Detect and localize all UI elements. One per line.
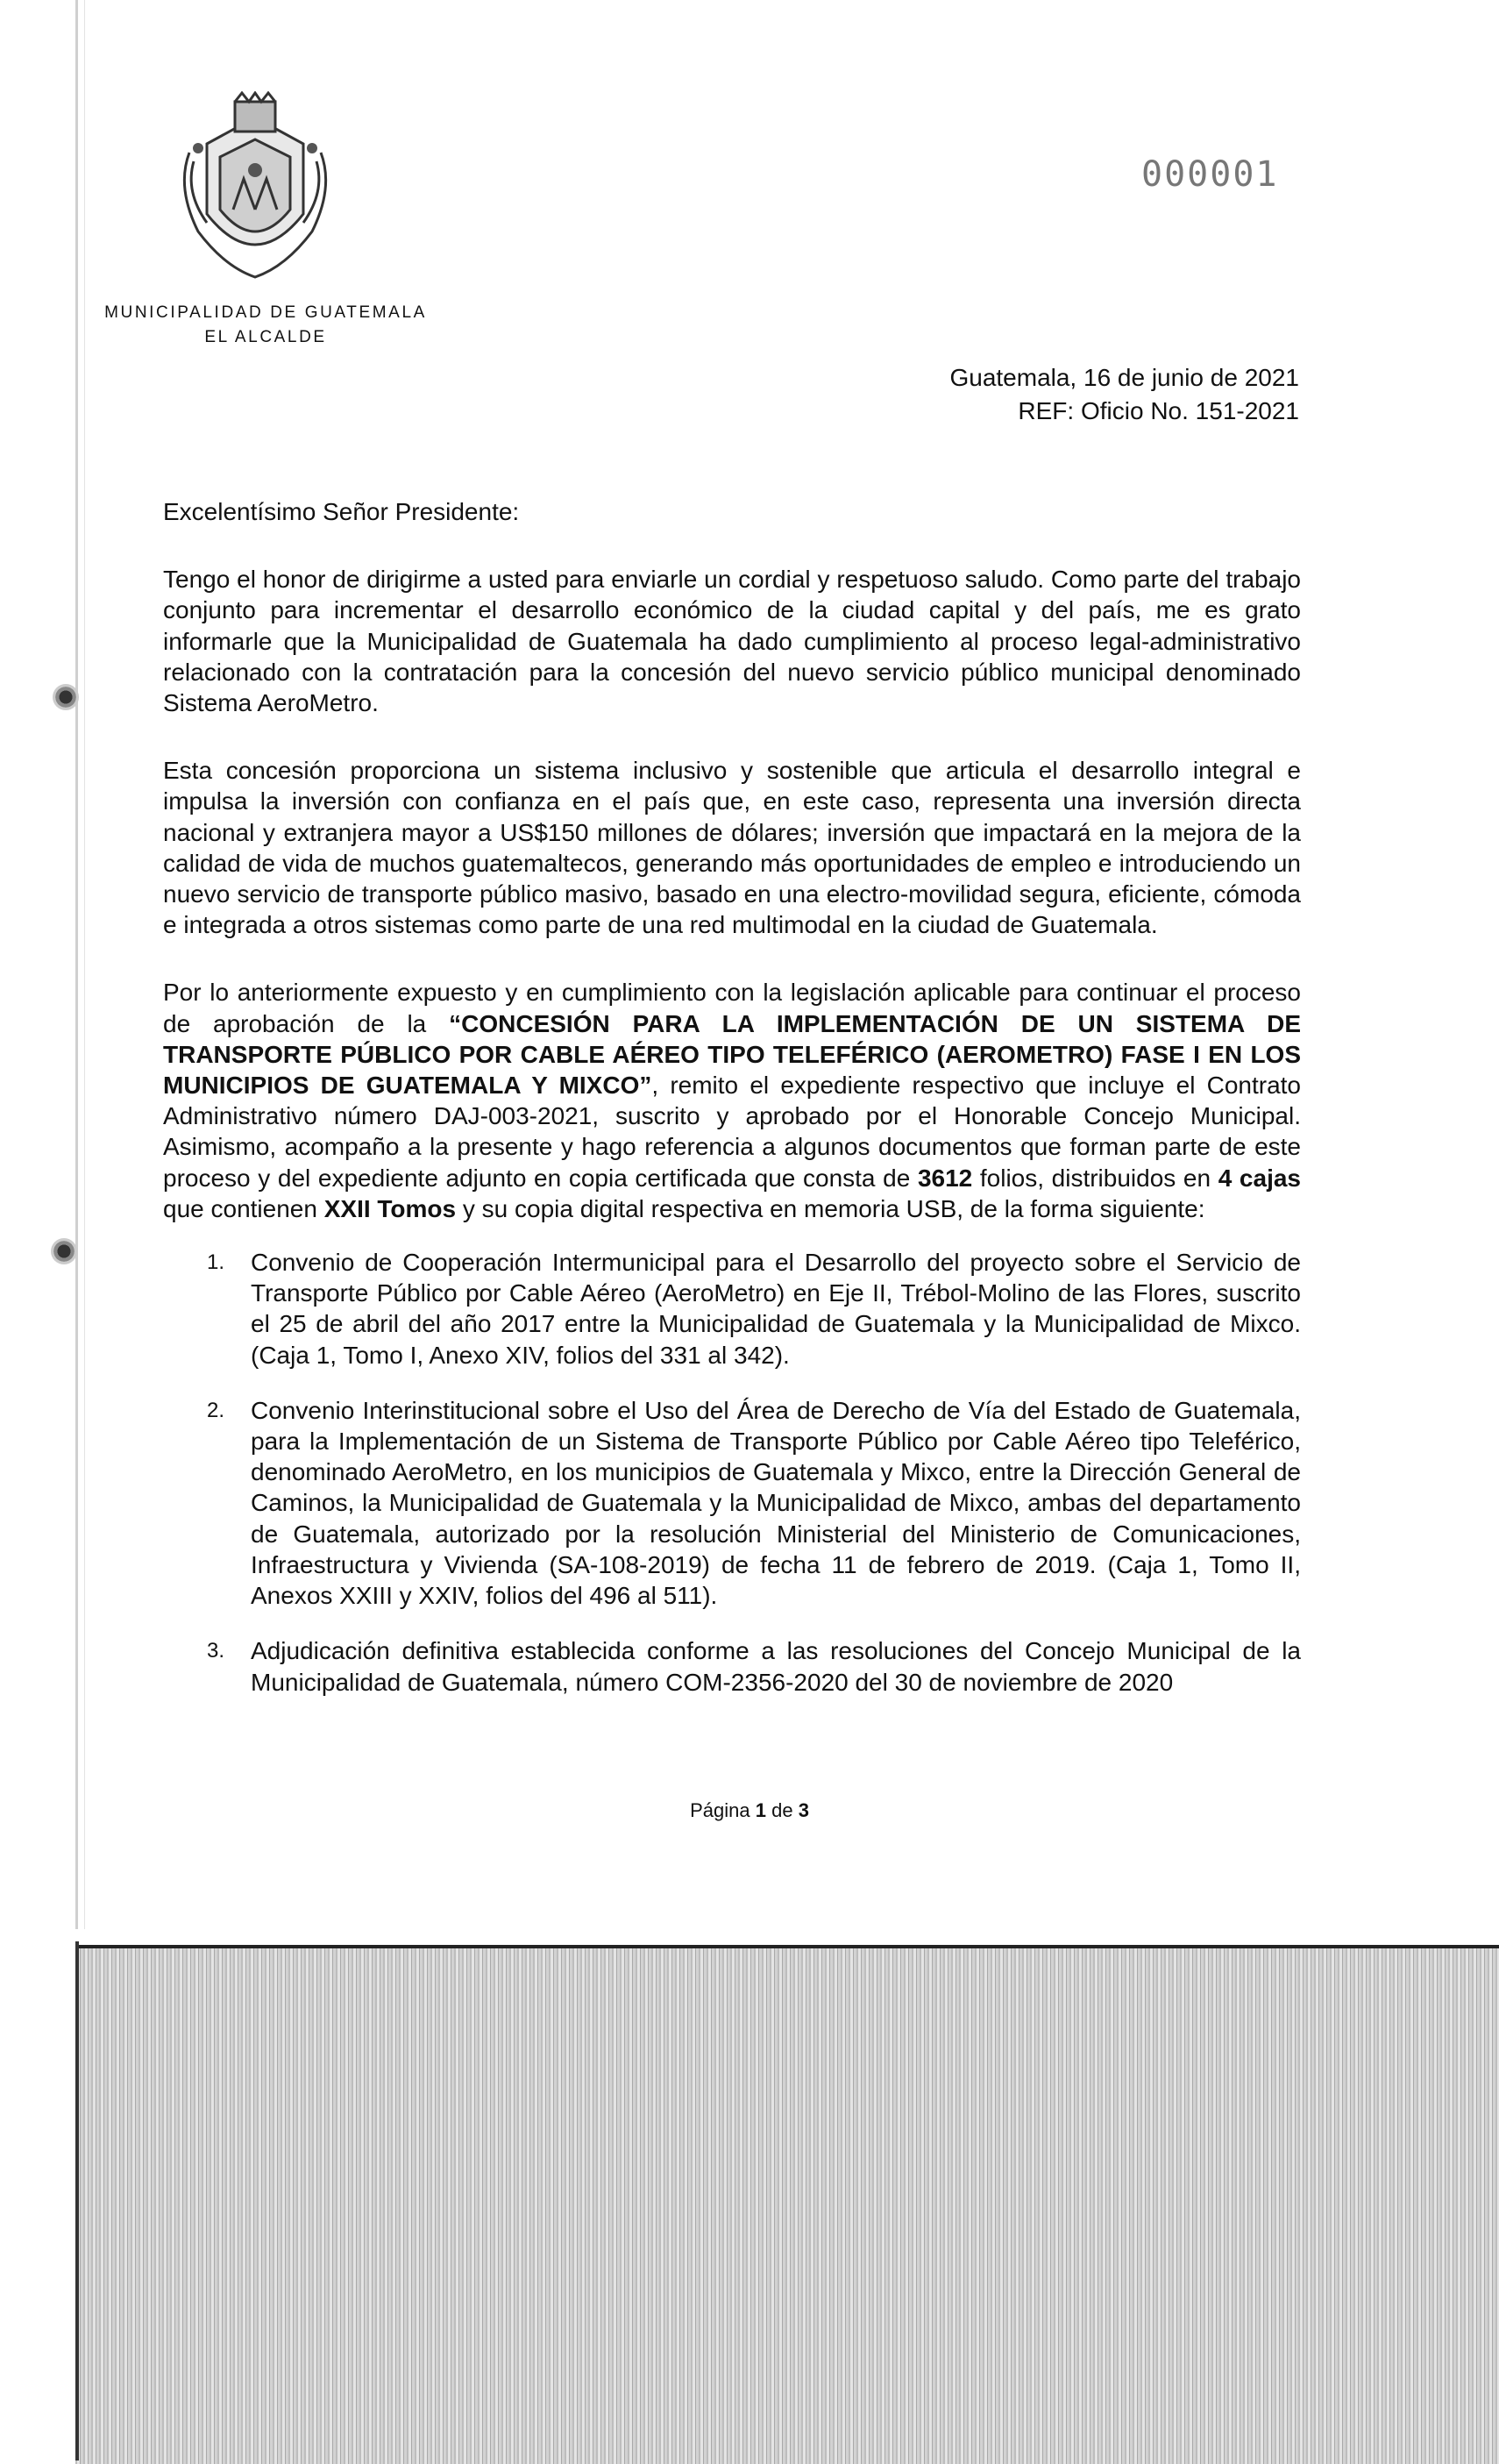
binding-margin-line-inner bbox=[84, 0, 85, 1929]
list-item-number: 2. bbox=[207, 1398, 225, 1422]
page-label: Página bbox=[690, 1799, 750, 1821]
p3-text-2: , remito el expediente respectivo que incluye el Contrato Administrativo número DAJ-003-2021, suscrito y aprobado por el Honorable Concejo Municipal. Asimismo, acompaño a la presente y hago referencia a algunos documentos que forman parte de este proceso y del expediente adjunto en copia certificada que consta de bbox=[163, 1072, 1302, 1192]
folio-stamp-number: 000001 bbox=[1141, 154, 1279, 195]
organization-name: MUNICIPALIDAD DE GUATEMALA bbox=[104, 303, 427, 322]
p3-bold-box-count: 4 cajas bbox=[1218, 1164, 1301, 1192]
p3-text-3: folios, distribuidos en bbox=[972, 1164, 1218, 1192]
reference-number: REF: Oficio No. 151-2021 bbox=[1018, 397, 1299, 424]
p3-text-4: que contienen bbox=[163, 1194, 324, 1222]
page-of: de bbox=[771, 1799, 793, 1821]
list-item-number: 1. bbox=[207, 1250, 225, 1275]
p3-text-1: Por lo anteriormente expuesto y en cumplimiento con la legislación aplicable para continuar el proceso de aprobación de la bbox=[163, 979, 1301, 1037]
paragraph-2: Esta concesión proporciona un sistema inclusivo y sostenible que articula el desarrollo integral e impulsa la inversión con confianza en el país que, en este caso, representa una inversión directa nacional y extranjera mayor a US$150 millones de dólares; inversión que impactará en la mejora de la calidad de vida de muchos guatemaltecos, generando más oportunidades de empleo e introduciendo un nuevo servicio de transporte público masivo, basado en una electro-movilidad segura, eficiente, cómoda e integrada a otros sistemas como parte de una red multimodal en la ciudad de Guatemala. bbox=[163, 757, 1301, 939]
p3-bold-project-title: “CONCESIÓN PARA LA IMPLEMENTACIÓN DE UN SISTEMA DE TRANSPORTE PÚBLICO POR CABLE AÉREO TIPO TELEFÉRICO (AEROMETRO) FASE I EN LOS MUNICIPIOS DE GUATEMALA Y MIXCO” bbox=[163, 1009, 1301, 1100]
page-footer bbox=[0, 1799, 1499, 1822]
coat-of-arms-seal-icon bbox=[172, 91, 338, 284]
p3-bold-folio-count: 3612 bbox=[917, 1164, 973, 1192]
letterhead bbox=[90, 301, 441, 350]
scan-artifact-edge bbox=[75, 1941, 79, 2460]
list-item-text: Convenio Interinstitucional sobre el Uso del Área de Derecho de Vía del Estado de Guatemala, para la Implementación de un Sistema de Transporte Público por Cable Aéreo tipo Teleférico, denominado AeroMetro, en los municipios de Guatemala y Mixco, entre la Dirección General de Caminos, la Municipalidad de Guatemala y la Municipalidad de Mixco, ambas del departamento de Guatemala, autorizado por la resolución Ministerial del Ministerio de Comunicaciones, Infraestructura y Vivienda (SA-108-2019) de fecha 11 de febrero de 2019. (Caja 1, Tomo II, Anexos XXIII y XXIV, folios del 496 al 511). bbox=[251, 1396, 1301, 1610]
date-reference-block bbox=[949, 361, 1299, 428]
salutation: Excelentísimo Señor Presidente: bbox=[163, 498, 520, 525]
punch-hole-icon bbox=[53, 684, 79, 710]
document-list bbox=[163, 1247, 1301, 1698]
list-item bbox=[163, 1395, 1301, 1611]
punch-hole-icon bbox=[51, 1238, 77, 1264]
list-item bbox=[163, 1635, 1301, 1697]
list-item-number: 3. bbox=[207, 1639, 225, 1663]
p3-text-5: y su copia digital respectiva en memoria USB, de la forma siguiente: bbox=[456, 1194, 1205, 1222]
page-current: 1 bbox=[755, 1799, 766, 1821]
place-date: Guatemala, 16 de junio de 2021 bbox=[949, 364, 1299, 391]
paragraph-1: Tengo el honor de dirigirme a usted para enviarle un cordial y respetuoso saludo. Como parte del trabajo conjunto para incrementar el desarrollo económico de la ciudad capital y del país, me es grato informarle que la Municipalidad de Guatemala ha dado cumplimiento al proceso legal-administrativo relacionado con la contratación para la concesión del nuevo servicio público municipal denominado Sistema AeroMetro. bbox=[163, 566, 1301, 717]
binding-margin-line bbox=[75, 0, 78, 1929]
scan-artifact-band bbox=[75, 1945, 1499, 2464]
page-total: 3 bbox=[798, 1799, 809, 1821]
list-item bbox=[163, 1247, 1301, 1371]
letter-body bbox=[163, 496, 1301, 1722]
paragraph-3 bbox=[163, 977, 1301, 1224]
office-name: EL ALCALDE bbox=[204, 328, 327, 346]
list-item-text: Convenio de Cooperación Intermunicipal para el Desarrollo del proyecto sobre el Servicio de Transporte Público por Cable Aéreo (AeroMetro) en Eje II, Trébol-Molino de las Flores, suscrito el 25 de abril del año 2017 entre la Municipalidad de Guatemala y la Municipalidad de Mixco. (Caja 1, Tomo I, Anexo XIV, folios del 331 al 342). bbox=[251, 1249, 1301, 1369]
p3-bold-volume-count: XXII Tomos bbox=[323, 1194, 457, 1222]
list-item-text: Adjudicación definitiva establecida conforme a las resoluciones del Concejo Municipal de la Municipalidad de Guatemala, número COM-2356-2020 del 30 de noviembre de 2020 bbox=[251, 1637, 1301, 1696]
